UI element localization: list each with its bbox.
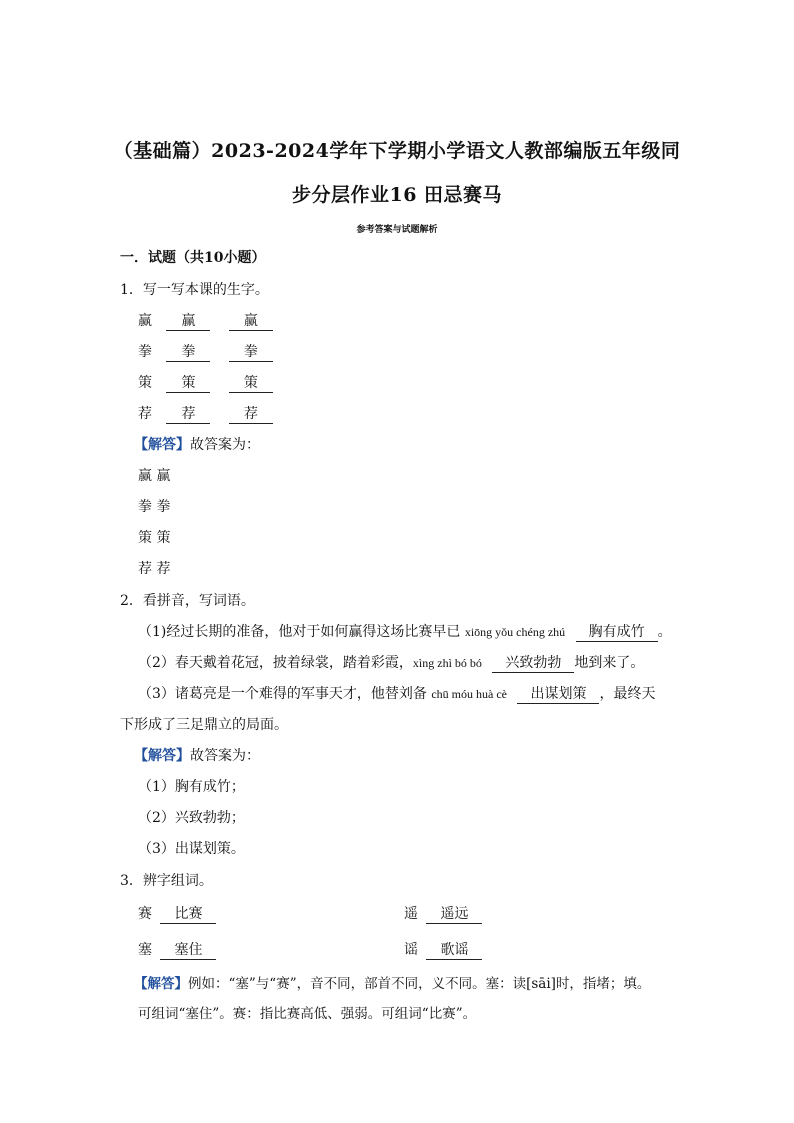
q2-s1-text: （1)经过长期的准备，他对于如何赢得这场比赛早已 (138, 624, 465, 640)
q3-pair-left (138, 904, 216, 924)
q2-answer-label (134, 746, 260, 766)
q3-pair-right (404, 904, 482, 924)
q3-explain-text: 例如：“塞”与“赛”，音不同，部首不同，义不同。塞：读[sāi]时，指堵；填。 (188, 976, 651, 992)
q1-char: 荐 (138, 406, 152, 422)
q2-s2-end: 地到来了。 (574, 655, 645, 671)
q3-explanation-1 (134, 974, 650, 994)
q2-s3-end: ，最终天 (599, 686, 656, 702)
q1-answer-line: 荐 荐 (138, 561, 171, 577)
answer-text: 故答案为： (190, 437, 260, 453)
q2-sentence-3 (138, 684, 655, 704)
q1-answer-line: 赢 赢 (138, 468, 171, 484)
q3-stem: 3．辨字组词。 (120, 873, 213, 889)
q1-answer-line: 策 策 (138, 530, 171, 546)
q1-blank: 荐 (166, 405, 210, 424)
doc-title-line-1: （基础篇）2023-2024学年下学期小学语文人教部编版五年级同 (113, 140, 681, 162)
q1-blank: 赢 (166, 312, 210, 331)
q1-row (138, 404, 273, 424)
q3-char: 塞 (138, 942, 152, 958)
q1-char: 拳 (138, 344, 152, 360)
q3-word: 塞住 (160, 941, 216, 960)
q1-blank: 赢 (229, 312, 273, 331)
q1-blank: 荐 (229, 405, 273, 424)
q2-answer-line: （1）胸有成竹； (138, 779, 245, 795)
q2-s3-answer: 出谋划策 (517, 685, 599, 704)
q1-char: 赢 (138, 313, 152, 329)
q2-s1-answer: 胸有成竹 (576, 623, 658, 642)
q2-answer-line: （3）出谋划策。 (138, 841, 245, 857)
q3-pair-right (404, 940, 482, 960)
q2-stem: 2．看拼音，写词语。 (120, 593, 255, 609)
answer-tag: 【解答】 (134, 976, 188, 992)
answer-text: 故答案为： (190, 748, 260, 764)
q2-s3-text: （3）诸葛亮是一个难得的军事天才，他替刘备 (138, 686, 432, 702)
q3-char: 遥 (404, 906, 418, 922)
q2-sentence-3-cont: 下形成了三足鼎立的局面。 (120, 717, 288, 733)
doc-subtitle: 参考答案与试题解析 (356, 225, 438, 235)
q3-word: 遥远 (426, 905, 482, 924)
q2-sentence-1 (138, 622, 672, 642)
q1-stem: 1．写一写本课的生字。 (120, 282, 269, 298)
q1-row (138, 311, 273, 331)
q2-s2-pinyin: xìng zhì bó bó (412, 656, 482, 670)
q3-word: 歌谣 (426, 941, 482, 960)
q1-answer-line: 拳 拳 (138, 499, 171, 515)
q2-s3-pinyin: chū móu huà cè (431, 687, 507, 701)
answer-tag: 【解答】 (134, 748, 190, 764)
q3-word: 比赛 (160, 905, 216, 924)
section-heading: 一．试题（共10小题） (120, 250, 266, 266)
answer-tag: 【解答】 (134, 437, 190, 453)
q2-s1-pinyin: xiōng yǒu chéng zhú (464, 625, 566, 639)
doc-title-line-2: 步分层作业16 田忌赛马 (291, 184, 503, 206)
q3-explanation-2: 可组词“塞住”。赛：指比赛高低、强弱。可组词“比赛”。 (138, 1006, 477, 1022)
q1-char: 策 (138, 375, 152, 391)
q2-s1-end: 。 (657, 624, 672, 640)
q1-blank: 拳 (166, 343, 210, 362)
q1-row (138, 342, 273, 362)
q1-answer-label (134, 435, 260, 455)
q3-char: 谣 (404, 942, 418, 958)
q3-pair-left (138, 940, 216, 960)
q1-blank: 策 (229, 374, 273, 393)
q1-blank: 策 (166, 374, 210, 393)
q2-s2-answer: 兴致勃勃 (492, 654, 574, 673)
q2-answer-line: （2）兴致勃勃； (138, 810, 245, 826)
q1-row (138, 373, 273, 393)
q2-s2-text: （2）春天戴着花冠，披着绿裳，踏着彩霞， (138, 655, 413, 671)
q2-sentence-2 (138, 653, 644, 673)
q3-char: 赛 (138, 906, 152, 922)
q1-blank: 拳 (229, 343, 273, 362)
